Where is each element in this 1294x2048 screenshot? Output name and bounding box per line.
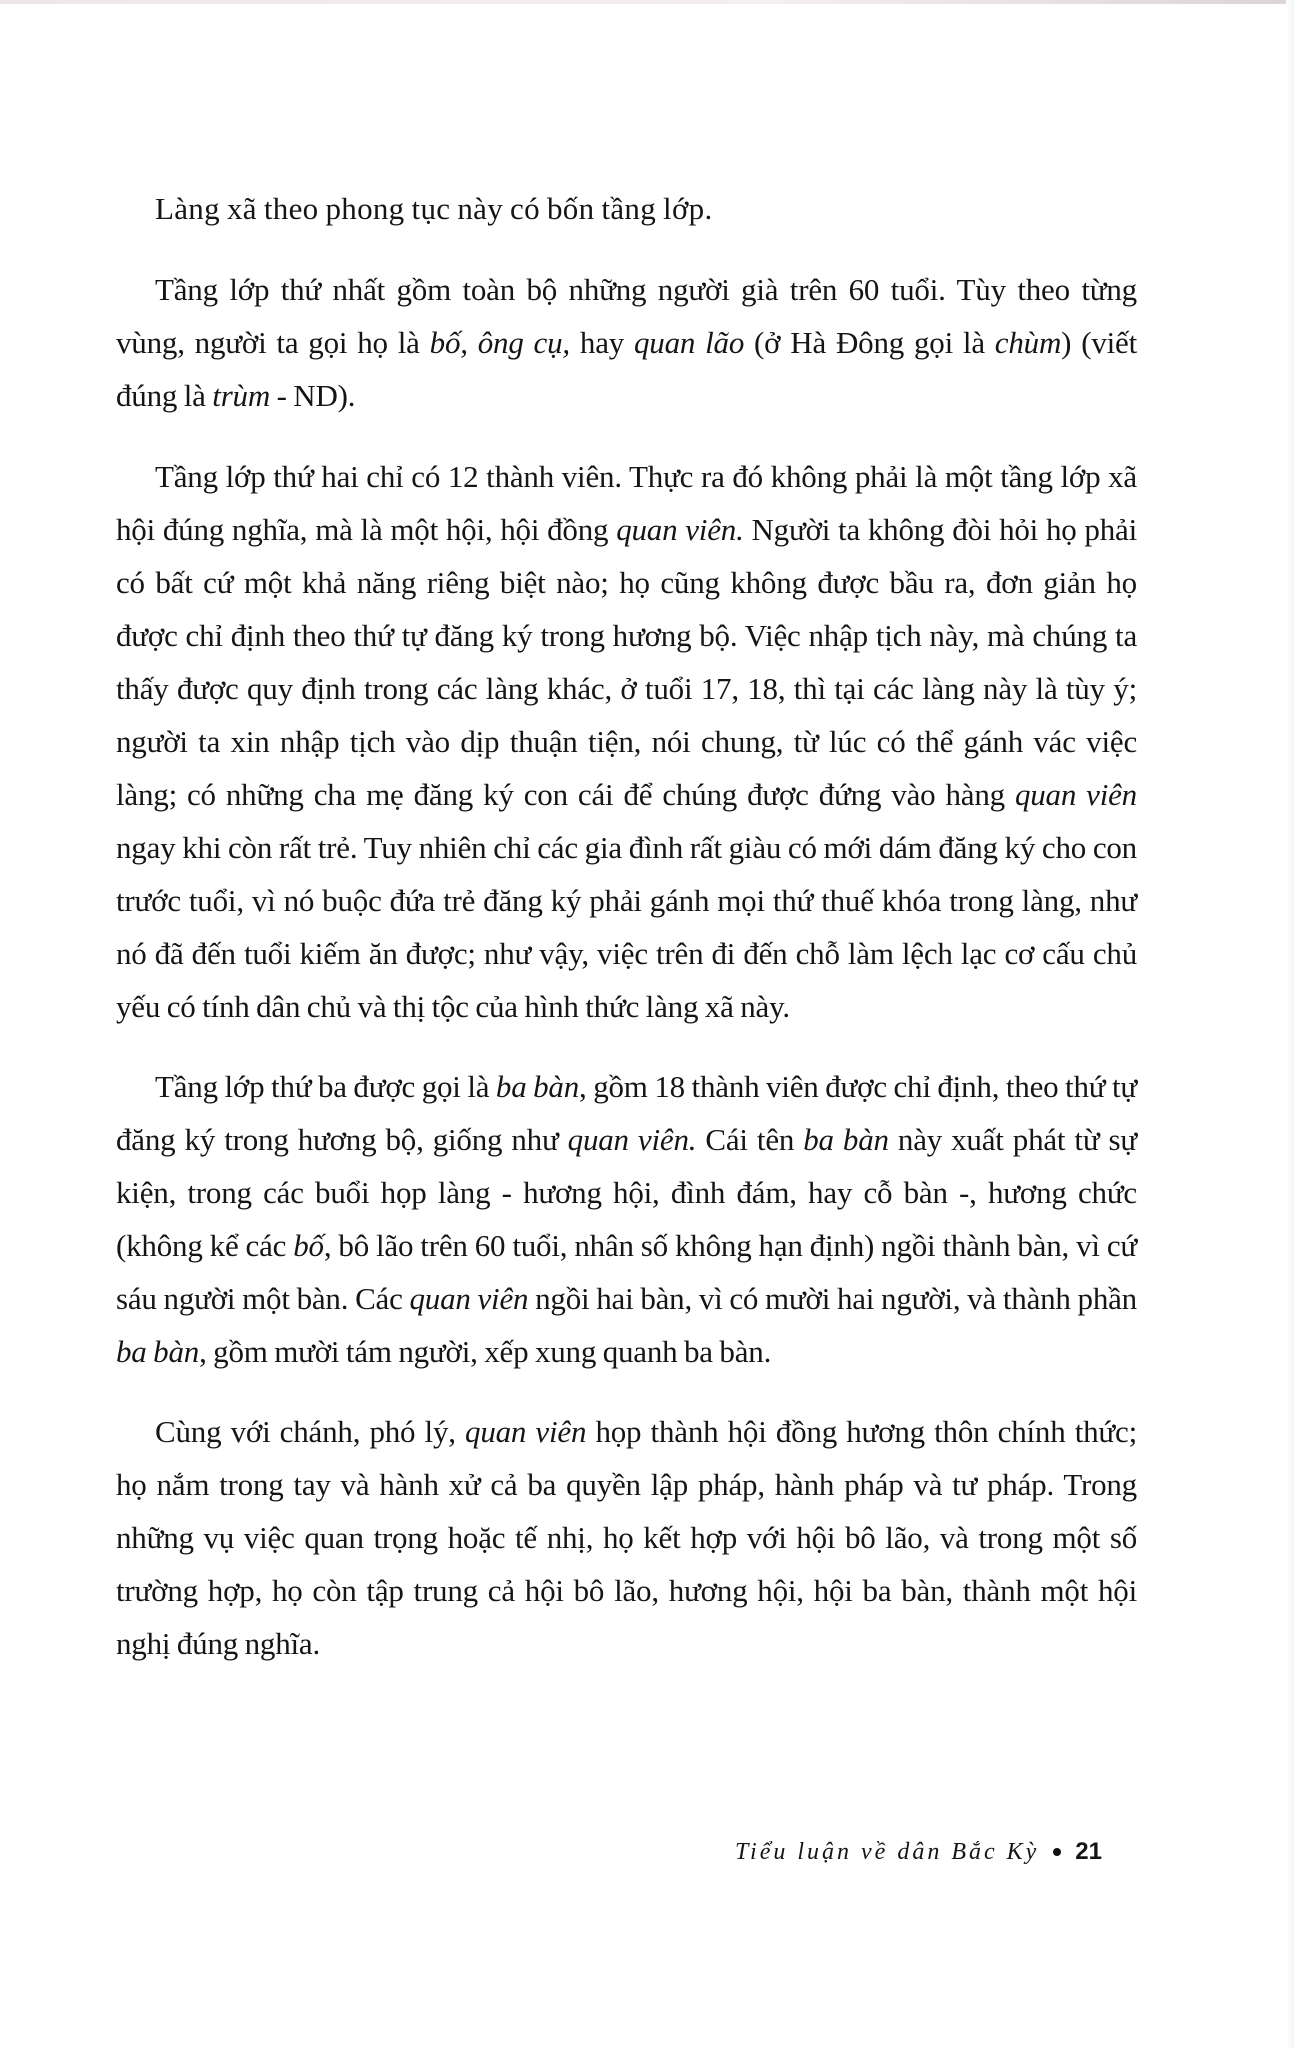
scan-right-edge bbox=[1286, 0, 1294, 2048]
text-run: này xuất phát từ sự kiện, trong các buổi họp làng - hương hội, đình đám, hay cỗ bàn -, hương chức (không kể các bbox=[116, 1122, 1137, 1263]
text-run: - ND). bbox=[270, 378, 356, 413]
paragraph-3 bbox=[116, 450, 1137, 1033]
text-run: Tầng lớp thứ nhất gồm toàn bộ những người già trên 60 tuổi. Tùy theo từng vùng, người ta gọi họ là bbox=[116, 272, 1137, 360]
scan-top-edge bbox=[0, 0, 1294, 4]
italic-term: quan viên. bbox=[567, 1122, 697, 1157]
text-run: (ở Hà Đông gọi là bbox=[744, 325, 995, 360]
running-footer bbox=[735, 1838, 1102, 1866]
italic-term: quan viên bbox=[465, 1414, 587, 1449]
paragraph-4 bbox=[116, 1060, 1137, 1378]
bullet-separator-icon bbox=[1053, 1848, 1061, 1856]
text-run: Cùng với chánh, phó lý, bbox=[155, 1414, 466, 1449]
text-run: Người ta không đòi hỏi họ phải có bất cứ một khả năng riêng biệt nào; họ cũng không được bầu ra, đơn giản họ được chỉ định theo thứ tự đăng ký trong hương bộ. Việc nhập tịch này, mà chúng ta thấy được quy định trong các làng khác, ở tuổi 17, 18, thì tại các làng này là tùy ý; người ta xin nhập tịch vào dịp thuận tiện, nói chung, từ lúc có thể gánh vác việc làng; có những cha mẹ đăng ký con cái để chúng được đứng vào hàng bbox=[116, 512, 1137, 812]
page-body bbox=[116, 182, 1137, 1670]
text-run: , gồm mười tám người, xếp xung quanh ba bàn. bbox=[199, 1334, 772, 1369]
italic-term: quan viên. bbox=[616, 512, 744, 547]
text-run: Cái tên bbox=[696, 1122, 804, 1157]
text-run: , gồm 18 thành viên được chỉ định, theo thứ tự đăng ký trong hương bộ, giống như bbox=[116, 1069, 1137, 1157]
text-run: Tầng lớp thứ ba được gọi là bbox=[155, 1069, 496, 1104]
italic-term: bố bbox=[293, 1228, 324, 1263]
paragraph-2 bbox=[116, 263, 1137, 422]
italic-term: trùm bbox=[212, 378, 271, 413]
text-run: hay bbox=[569, 325, 634, 360]
italic-term: quan lão bbox=[633, 325, 745, 360]
italic-term: quan viên bbox=[1014, 777, 1137, 812]
paragraph-1 bbox=[116, 182, 1137, 235]
text-run: họp thành hội đồng hương thôn chính thức; họ nắm trong tay và hành xử cả ba quyền lập pháp, hành pháp và tư pháp. Trong những vụ việc quan trọng hoặc tế nhị, họ kết hợp với hội bô lão, và trong một số trường hợp, họ còn tập trung cả hội bô lão, hương hội, hội ba bàn, thành một hội nghị đúng nghĩa. bbox=[116, 1414, 1137, 1661]
italic-term: ba bàn bbox=[495, 1069, 580, 1104]
text-run: ) (viết đúng là bbox=[116, 325, 1138, 413]
italic-term: quan viên bbox=[409, 1281, 529, 1316]
text-run: Làng xã theo phong tục này có bốn tầng lớp. bbox=[155, 191, 713, 226]
page-number: 21 bbox=[1075, 1838, 1102, 1865]
text-run: ngồi hai bàn, vì có mười hai người, và thành phần bbox=[528, 1281, 1137, 1316]
italic-term: ba bàn bbox=[803, 1122, 889, 1157]
paragraph-5 bbox=[116, 1405, 1137, 1670]
text-run: , bô lão trên 60 tuổi, nhân số không hạn định) ngồi thành bàn, vì cứ sáu người một bàn. Các bbox=[116, 1228, 1137, 1316]
italic-term: chùm bbox=[994, 325, 1062, 360]
book-title: Tiểu luận về dân Bắc Kỳ bbox=[735, 1838, 1040, 1865]
italic-term: ba bàn bbox=[116, 1334, 200, 1369]
italic-term: bố, ông cụ, bbox=[429, 325, 570, 360]
text-run: Tầng lớp thứ hai chỉ có 12 thành viên. Thực ra đó không phải là một tầng lớp xã hội đúng nghĩa, mà là một hội, hội đồng bbox=[116, 459, 1137, 547]
text-run: ngay khi còn rất trẻ. Tuy nhiên chỉ các gia đình rất giàu có mới dám đăng ký cho con trước tuổi, vì nó buộc đứa trẻ đăng ký phải gánh mọi thứ thuế khóa trong làng, như nó đã đến tuổi kiếm ăn được; như vậy, việc trên đi đến chỗ làm lệch lạc cơ cấu chủ yếu có tính dân chủ và thị tộc của hình thức làng xã này. bbox=[116, 830, 1137, 1024]
